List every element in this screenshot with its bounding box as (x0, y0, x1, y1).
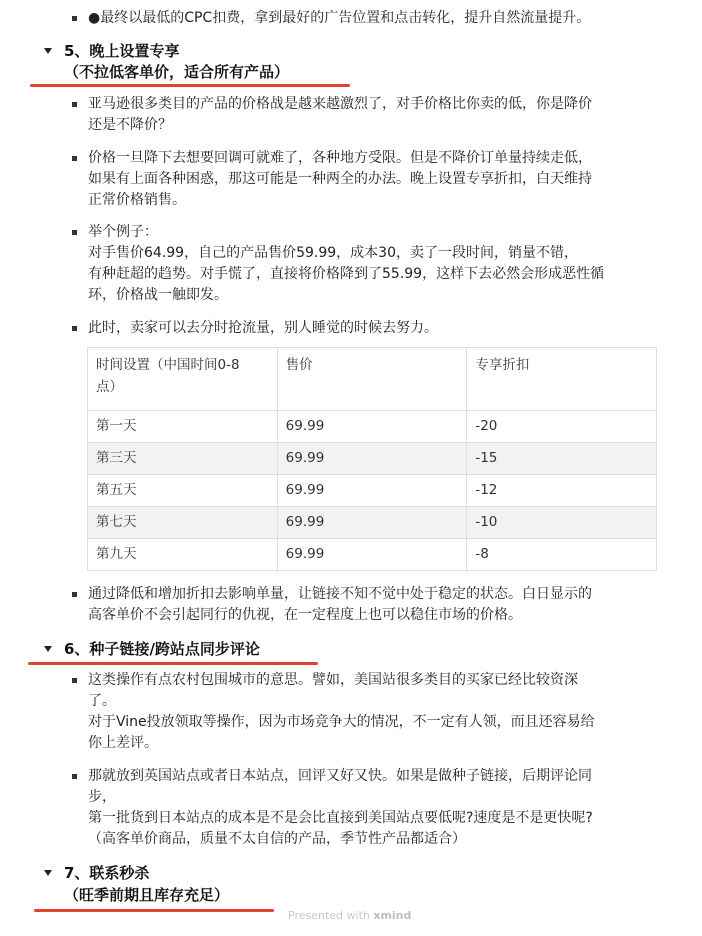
watermark-brand: xmind (373, 909, 412, 922)
bullet-square-icon (72, 326, 77, 331)
table-row (88, 507, 657, 539)
section-5-underline (30, 84, 350, 87)
section-7-heading[interactable] (44, 862, 444, 884)
table-cell: -12 (467, 475, 657, 507)
table-row (88, 475, 657, 507)
watermark-prefix: Presented with (288, 909, 374, 922)
section-5-heading[interactable] (44, 40, 444, 62)
bullet-square-icon (72, 156, 77, 161)
bullet-square-icon (72, 678, 77, 683)
bullet-text: 举个例子： 对手售价64.99，自己的产品售价59.99，成本30，卖了一段时间，销量不错， 有种赶超的趋势。对手慌了，直接将价格降到了55.99，这样下去必然会形成恶性循 环，价格战一触即发。 (88, 224, 605, 303)
table-cell: -10 (467, 507, 657, 539)
bullet-square-icon (72, 592, 77, 597)
table-row (88, 443, 657, 475)
list-item (72, 766, 672, 854)
section-6-underline (28, 662, 318, 665)
bullet-text: 价格一旦降下去想要回调可就难了，各种地方受限。但是不降价订单量持续走低， 如果有上面各种困惑，那这可能是一种两全的办法。晚上设置专享折扣，白天维持 正常价格销售。 (88, 150, 592, 208)
bullet-text: 那就放到英国站点或者日本站点，回评又好又快。如果是做种子链接，后期评论同 步， 第一批货到日本站点的成本是不是会比直接到美国站点要低呢?速度是不是更快呢? （高客单价商品，质量不太自信的产品，季节性产品都适合） (88, 768, 593, 847)
section-7-underline (34, 909, 274, 912)
section-7-subtitle: （旺季前期且库存充足） (64, 886, 230, 904)
table-cell: -15 (467, 443, 657, 475)
table-cell: -20 (467, 411, 657, 443)
section-6-heading[interactable] (44, 638, 444, 660)
list-item (72, 670, 672, 758)
discount-schedule-table (87, 347, 657, 571)
bullet-text: 这类操作有点农村包围城市的意思。譬如，美国站很多类目的买家已经比较资深 了。 对于Vine投放领取等操作，因为市场竞争大的情况，不一定有人领，而且还容易给 你上差评。 (88, 672, 595, 751)
bullet-square-icon (72, 16, 77, 21)
table-cell: 69.99 (277, 411, 467, 443)
table-cell: 69.99 (277, 507, 467, 539)
list-item (72, 222, 672, 308)
bullet-text: 通过降低和增加折扣去影响单量，让链接不知不觉中处于稳定的状态。白日显示的 高客单价不会引起同行的仇视，在一定程度上也可以稳住市场的价格。 (88, 586, 592, 623)
xmind-watermark (288, 909, 411, 922)
table-cell: 第一天 (88, 411, 278, 443)
table-header-cell: 时间设置（中国时间0-8 点） (88, 348, 278, 411)
section-5-title: 5、晚上设置专享 (64, 42, 180, 60)
collapse-triangle-icon[interactable] (44, 646, 52, 652)
bullet-text: ●最终以最低的CPC扣费，拿到最好的广告位置和点击转化，提升自然流量提升。 (88, 10, 591, 26)
collapse-triangle-icon[interactable] (44, 870, 52, 876)
bullet-square-icon (72, 102, 77, 107)
table-cell: 69.99 (277, 443, 467, 475)
table-cell: 69.99 (277, 539, 467, 571)
table-header-cell: 专享折扣 (467, 348, 657, 411)
table-cell: 第九天 (88, 539, 278, 571)
collapse-triangle-icon[interactable] (44, 48, 52, 54)
section-6-title: 6、种子链接/跨站点同步评论 (64, 640, 260, 658)
section-5-subtitle: （不拉低客单价，适合所有产品） (64, 63, 290, 81)
list-item (72, 148, 672, 214)
table-header-row (88, 348, 657, 411)
table-cell: 第七天 (88, 507, 278, 539)
bullet-text: 此时，卖家可以去分时抢流量，别人睡觉的时候去努力。 (88, 320, 438, 336)
list-item (72, 318, 672, 340)
table-cell: 第三天 (88, 443, 278, 475)
list-item (72, 8, 672, 30)
bullet-square-icon (72, 774, 77, 779)
table-cell: 69.99 (277, 475, 467, 507)
bullet-square-icon (72, 230, 77, 235)
section-7-title: 7、联系秒杀 (64, 864, 150, 882)
table-cell: -8 (467, 539, 657, 571)
table-row (88, 411, 657, 443)
table-header-cell: 售价 (277, 348, 467, 411)
list-item (72, 94, 672, 138)
bullet-text: 亚马逊很多类目的产品的价格战是越来越激烈了，对手价格比你卖的低，你是降价 还是不降价？ (88, 96, 592, 133)
list-item (72, 584, 672, 628)
table-cell: 第五天 (88, 475, 278, 507)
table-row (88, 539, 657, 571)
